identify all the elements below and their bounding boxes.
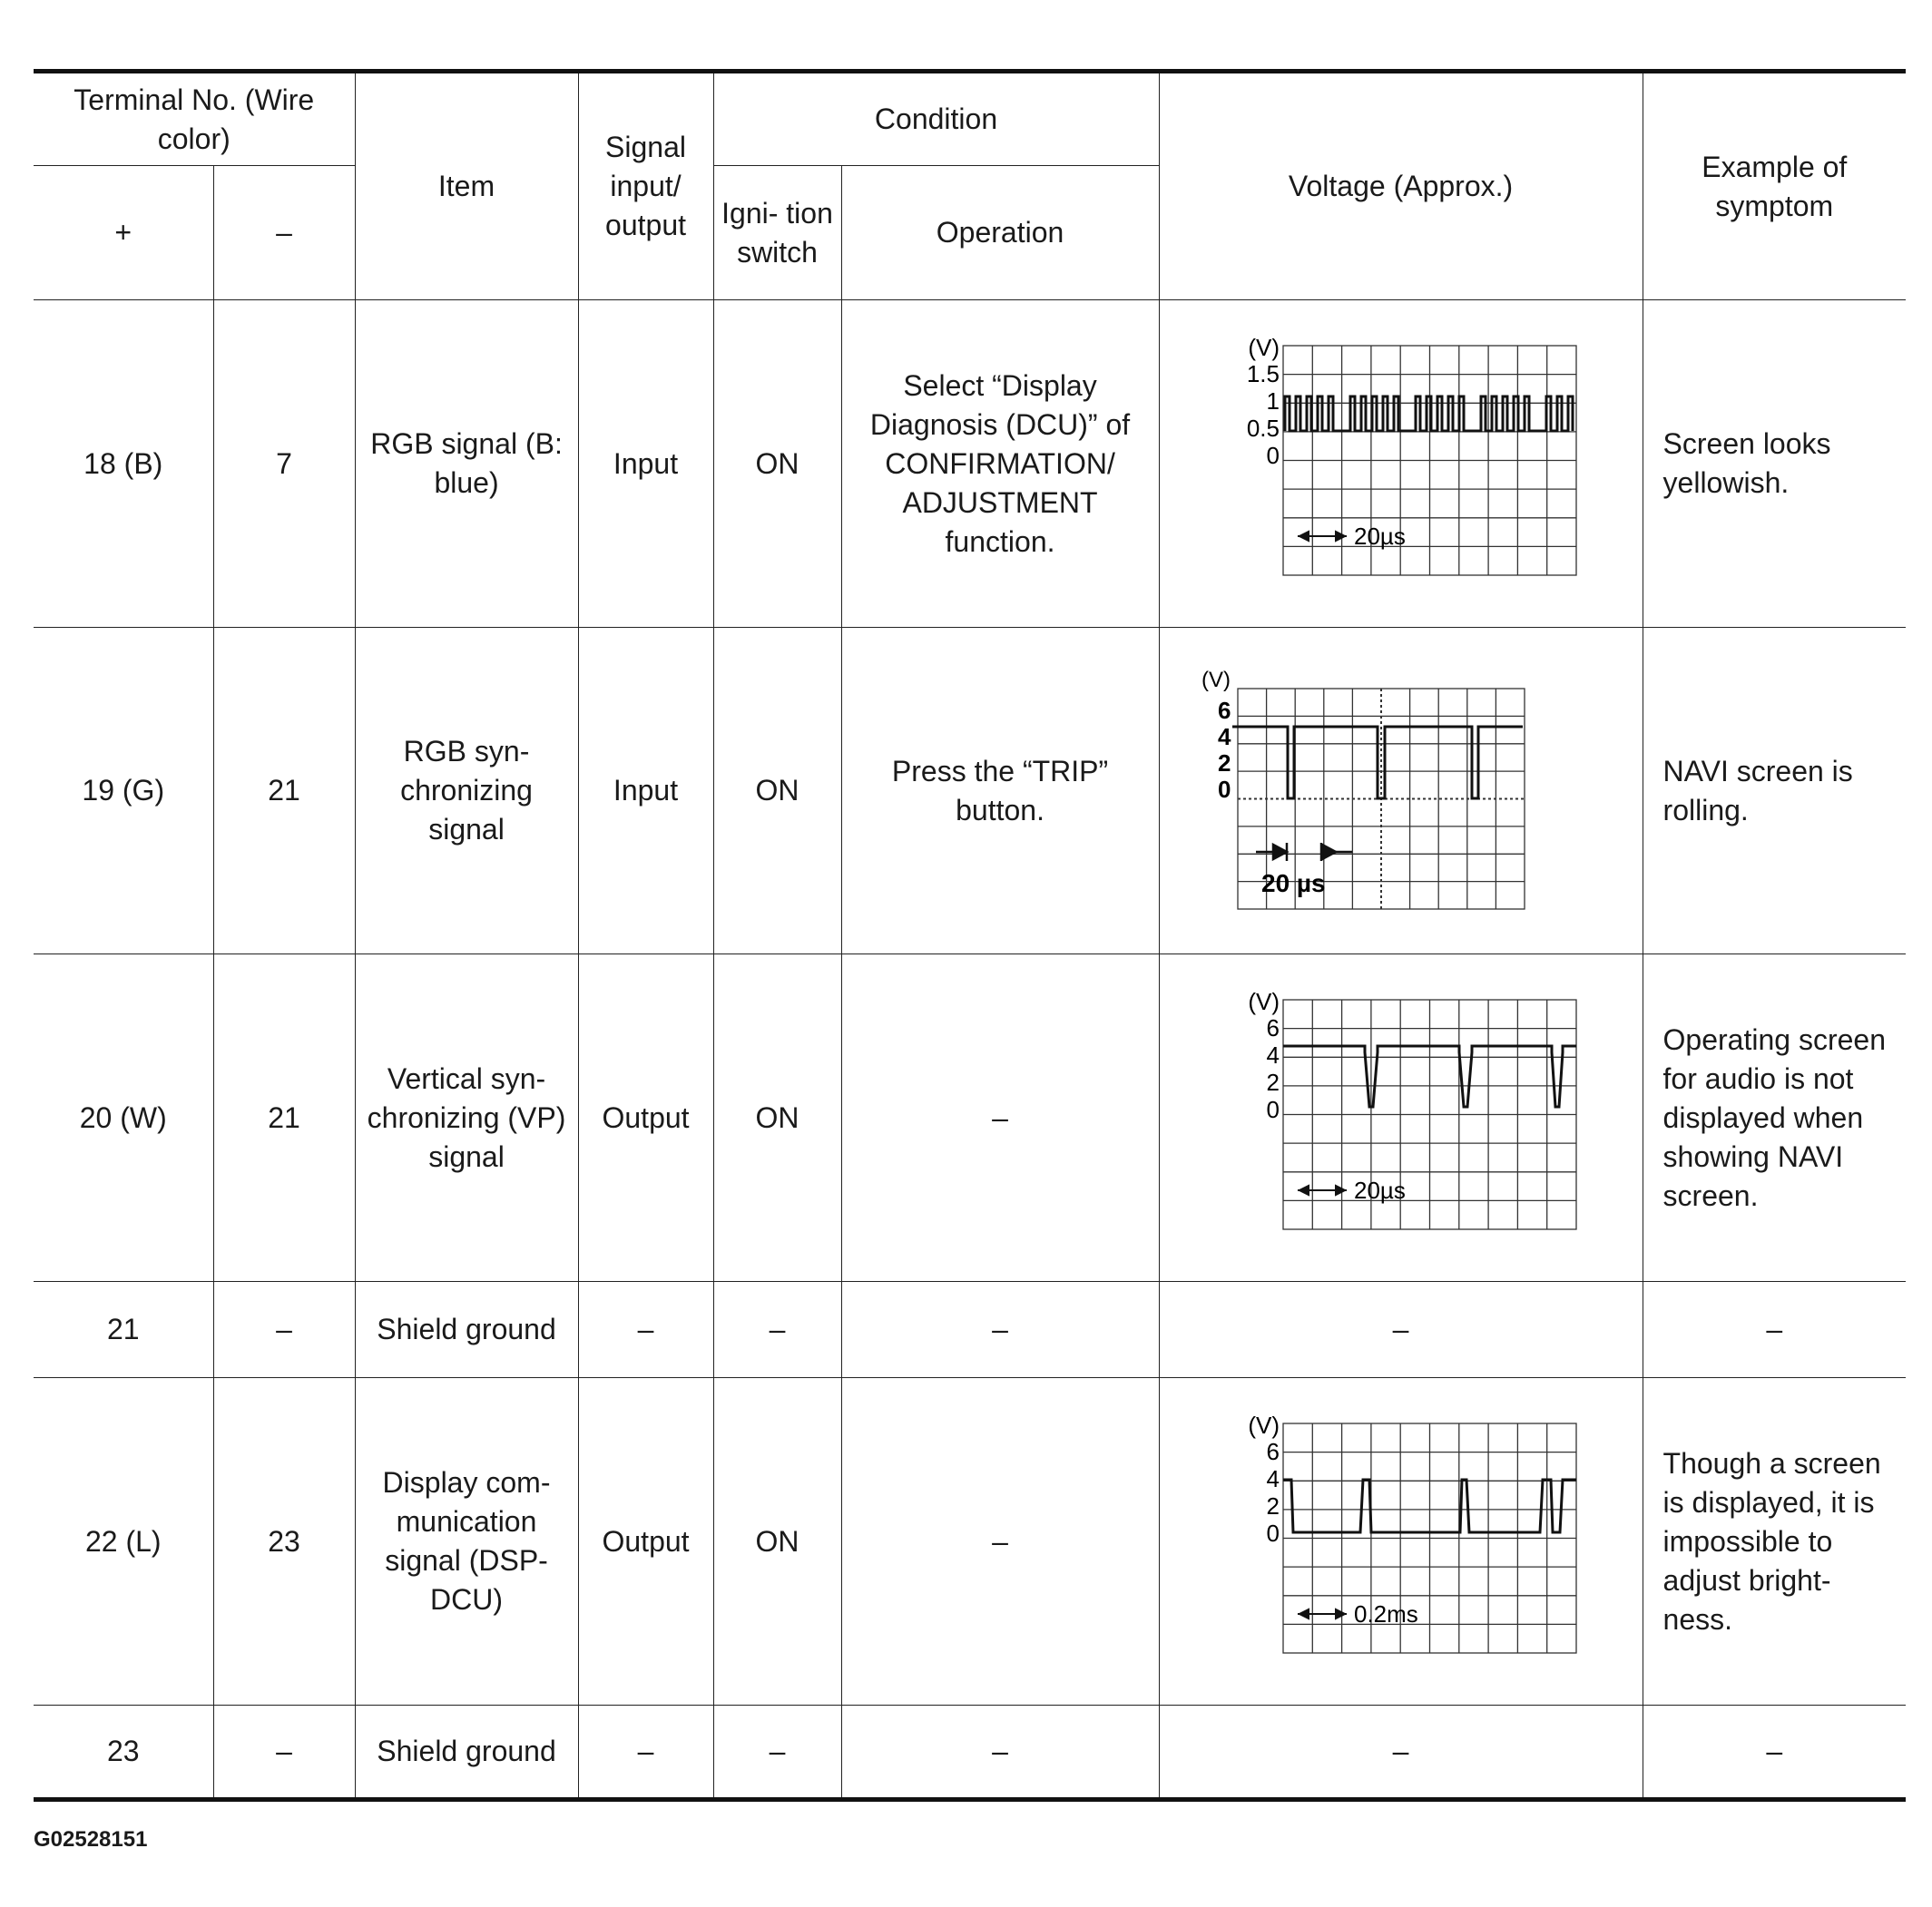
waveform-graph [1183,669,1546,914]
voltage-text: – [1159,1282,1643,1378]
y-tick-label: 0 [1266,1096,1280,1123]
terminal-plus: 19 (G) [34,628,213,954]
item-name: Shield ground [355,1706,578,1800]
table-row [34,1378,1906,1706]
y-tick-label: 0 [1217,775,1231,803]
symptom-text: Though a screen is displayed, it is impossible to adjust bright- ness. [1643,1378,1906,1706]
item-name: Vertical syn- chronizing (VP) signal [355,954,578,1282]
voltage-cell [1159,300,1643,628]
signal-io: Input [578,628,713,954]
scope-unit: (V) [1201,667,1231,692]
symptom-text: – [1643,1282,1906,1378]
y-tick-label: 0.5 [1246,415,1280,442]
voltage-cell [1159,954,1643,1282]
table-row [34,1706,1906,1800]
header-operation: Operation [841,166,1159,300]
scope-grid [1283,346,1576,575]
item-name: Shield ground [355,1282,578,1378]
waveform-graph [1220,334,1583,591]
y-tick-label: 1.5 [1246,360,1280,387]
header-plus: + [34,166,213,300]
y-tick-label: 4 [1266,1042,1280,1069]
waveform-graph [1220,1414,1583,1668]
header-voltage: Voltage (Approx.) [1159,72,1643,300]
item-name: Display com- munication signal (DSP-DCU) [355,1378,578,1706]
ignition-state: ON [713,1378,841,1706]
item-name: RGB syn- chronizing signal [355,628,578,954]
table-row [34,1282,1906,1378]
ignition-state: ON [713,628,841,954]
time-scale-label: 20µs [1353,1177,1406,1204]
signal-trace [1285,396,1573,431]
terminal-plus: 22 (L) [34,1378,213,1706]
ignition-state: ON [713,300,841,628]
y-tick-label: 4 [1217,722,1231,750]
time-scale-label: 20 µs [1260,868,1326,897]
header-item: Item [355,72,578,300]
symptom-text: Screen looks yellowish. [1643,300,1906,628]
header-ignition: Igni- tion switch [713,166,841,300]
y-tick-label: 2 [1217,748,1231,777]
y-tick-label: 2 [1266,1069,1280,1096]
y-tick-label: 4 [1266,1465,1280,1492]
operation-text: – [841,1378,1159,1706]
terminal-table [34,69,1906,1802]
terminal-plus: 21 [34,1282,213,1378]
y-tick-label: 2 [1266,1492,1280,1520]
header-terminal: Terminal No. (Wire color) [34,72,355,166]
header-signal: Signal input/ output [578,72,713,300]
item-name: RGB signal (B: blue) [355,300,578,628]
time-scale-marker [1298,1186,1347,1195]
ignition-state: ON [713,954,841,1282]
table-row [34,300,1906,628]
terminal-minus: – [213,1706,355,1800]
signal-io: – [578,1282,713,1378]
voltage-cell [1159,628,1643,954]
y-tick-label: 6 [1217,696,1231,724]
terminal-plus: 18 (B) [34,300,213,628]
operation-text: – [841,1282,1159,1378]
terminal-plus: 20 (W) [34,954,213,1282]
table-row [34,954,1906,1282]
y-tick-label: 1 [1266,387,1280,415]
operation-text: – [841,954,1159,1282]
operation-text: – [841,1706,1159,1800]
header-minus: – [213,166,355,300]
symptom-text: – [1643,1706,1906,1800]
waveform-graph [1220,988,1583,1245]
symptom-text: NAVI screen is rolling. [1643,628,1906,954]
table-row [34,628,1906,954]
time-scale-marker [1298,1609,1347,1619]
voltage-text: – [1159,1706,1643,1800]
header-condition: Condition [713,72,1159,166]
terminal-minus: – [213,1282,355,1378]
y-tick-label: 0 [1266,1520,1280,1547]
operation-text: Select “Display Diagnosis (DCU)” of CONFIRMATION/ ADJUSTMENT function. [841,300,1159,628]
scope-grid [1283,1000,1576,1229]
scope-unit: (V) [1247,334,1280,361]
y-tick-label: 6 [1266,1438,1280,1465]
y-tick-label: 6 [1266,1014,1280,1042]
scope-unit: (V) [1247,988,1280,1015]
terminal-minus: 21 [213,628,355,954]
operation-text: Press the “TRIP” button. [841,628,1159,954]
time-scale-marker [1298,532,1347,541]
time-scale-marker [1256,843,1352,861]
scope-unit: (V) [1247,1412,1280,1439]
y-tick-label: 0 [1266,442,1280,469]
figure-code: G02528151 [34,1827,148,1852]
terminal-minus: 23 [213,1378,355,1706]
terminal-minus: 21 [213,954,355,1282]
signal-io: – [578,1706,713,1800]
time-scale-label: 0.2ms [1353,1600,1418,1628]
signal-io: Output [578,1378,713,1706]
ignition-state: – [713,1282,841,1378]
symptom-text: Operating screen for audio is not displayed when showing NAVI screen. [1643,954,1906,1282]
signal-io: Input [578,300,713,628]
terminal-minus: 7 [213,300,355,628]
scope-grid [1283,1423,1576,1653]
signal-trace [1232,727,1523,798]
terminal-plus: 23 [34,1706,213,1800]
ignition-state: – [713,1706,841,1800]
header-symptom: Example of symptom [1643,72,1906,300]
voltage-cell [1159,1378,1643,1706]
time-scale-label: 20µs [1353,523,1406,550]
signal-io: Output [578,954,713,1282]
terminal-table-sheet [34,69,1906,1802]
